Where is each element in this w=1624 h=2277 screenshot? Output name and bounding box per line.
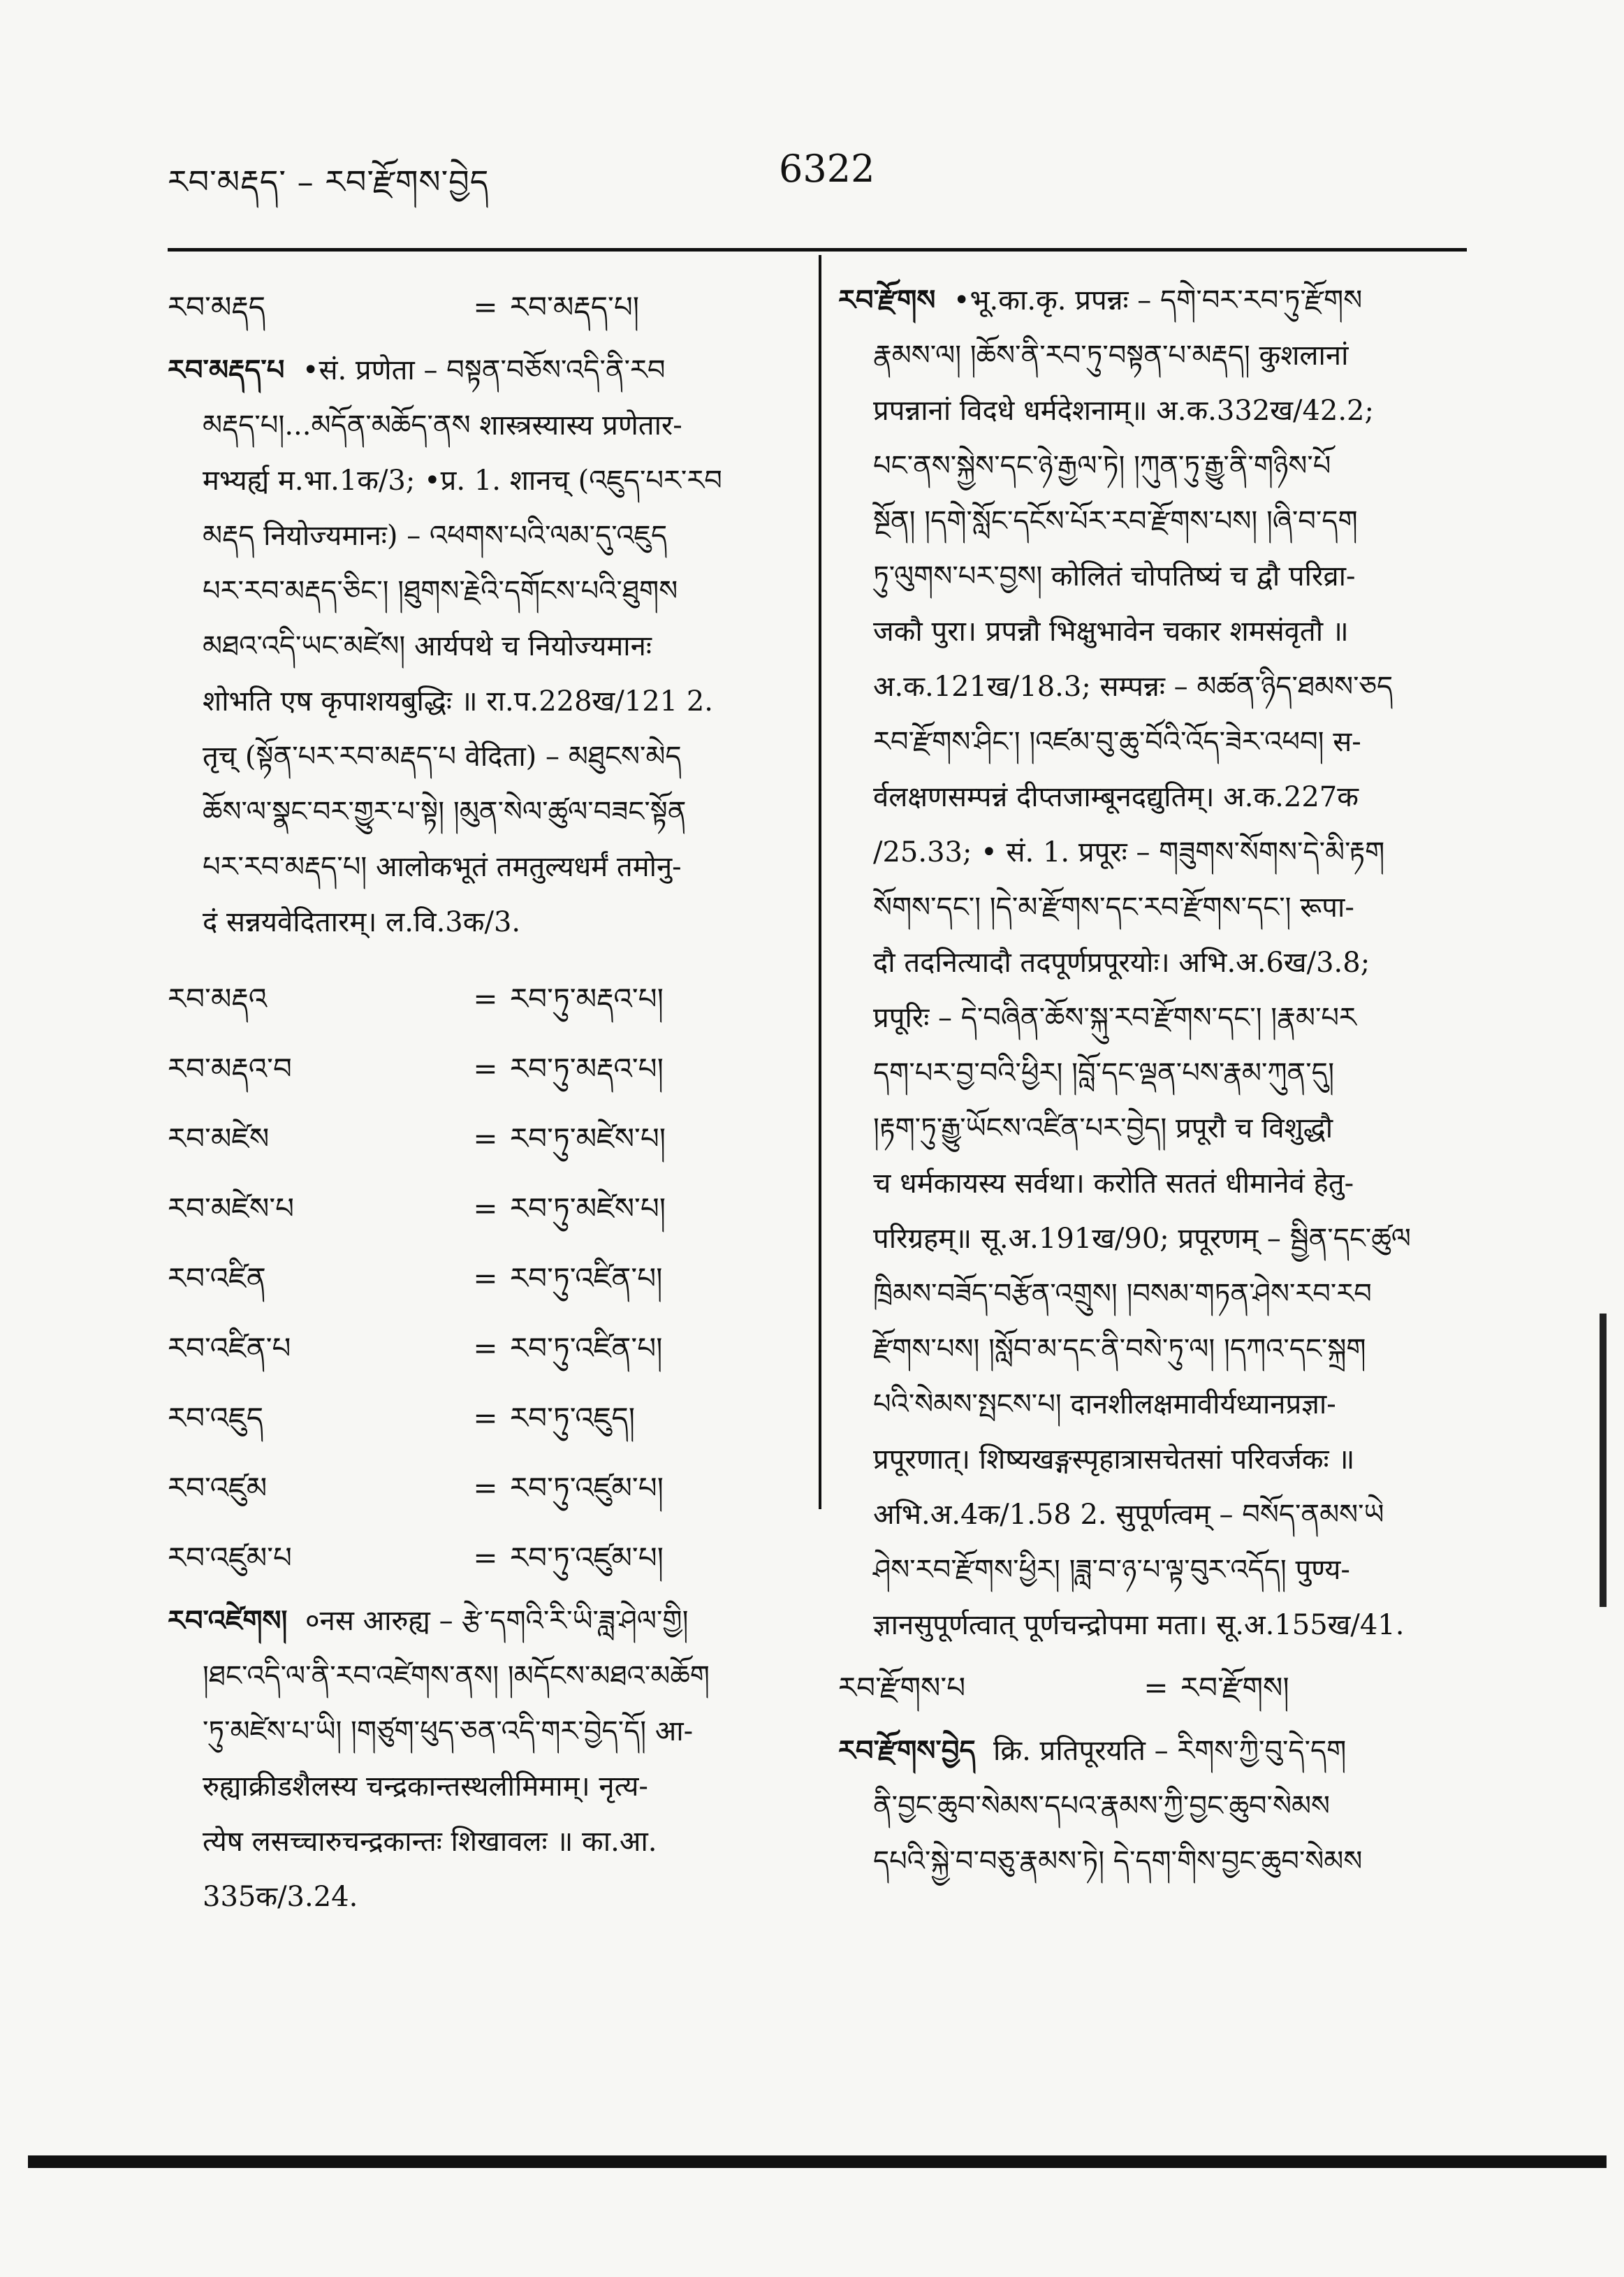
xref-target: རབ་ཏུ་མཛེས་པ། xyxy=(510,1191,666,1225)
xref-term: རབ་འཛིན་པ xyxy=(168,1331,291,1365)
entry-headword: རབ་མརྡད་པ xyxy=(168,354,285,386)
entry-line: མཐའ་འདི་ཡང་མཛེས། आर्यपथे च नियोज्यमानः xyxy=(203,630,652,662)
entry-line: ज्ञानसुपूर्णत्वात् पूर्णचन्द्रोपमा मता। सू.अ.155ख/41. xyxy=(873,1609,1405,1641)
entry-line: /25.33; • सं. 1. प्रपूरः – གཟུགས་སོགས་དེ་མི་རྟག xyxy=(873,836,1385,868)
xref-term: རབ་མརྡའ xyxy=(168,982,268,1016)
left-column xyxy=(168,272,796,1925)
entry-line: རབ་རྫོགས་ཤིང་། །འཛམ་བུ་ཆུ་བོའི་འོད་ཟེར་འཕབ། स- xyxy=(873,726,1361,758)
cross-reference-list xyxy=(168,964,796,1593)
xref-term: རབ་མརྡའ་བ xyxy=(168,1052,292,1086)
xref-term: རབ་མཛེས་པ xyxy=(168,1191,295,1225)
entry-line: क्रि. प्रतिपूरयति – རིགས་ཀྱི་བུ་དེ་དག xyxy=(993,1735,1347,1767)
entry-line: ་ཏུ་མཛེས་པ་ཡི། །གཙུག་ཕུད་ཅན་འདི་གར་བྱེད་དོ། आ- xyxy=(203,1715,694,1747)
page-number: 6322 xyxy=(779,147,875,191)
entry-line: प्रपूरणात्। शिष्यखङ्गस्पृहात्रासचेतसां परिवर्जकः ॥ xyxy=(873,1443,1355,1476)
entry-line: མརྡད་པ།...མདོན་མཆོད་ནས शास्त्रस्यास्य प्रणेतार- xyxy=(203,409,682,442)
entry-line: •सं. प्रणेता – བསྟན་བཅོས་འདི་ནི་རབ xyxy=(302,354,666,386)
entry-line: दौ तदनित्यादौ तदपूर्णप्रपूरयोः। अभि.अ.6ख/3.8; xyxy=(873,947,1370,979)
xref-sign: = xyxy=(473,290,498,324)
entry-line: जकौ पुरा। प्रपन्नौ भिक्षुभावेन चकार शमसंवृतौ ॥ xyxy=(873,616,1349,648)
entry-line: སྔོན། །དགེ་སློང་དངོས་པོར་རབ་རྫོགས་པས། །ཞི་བ་དག xyxy=(873,505,1358,537)
xref-target: རབ་ཏུ་འཛུམ་པ། xyxy=(510,1471,664,1505)
column-divider xyxy=(819,255,821,1509)
entry-line: ནི་བྱང་ཆུབ་སེམས་དཔའ་རྣམས་ཀྱི་བྱང་ཆུབ་སེམས xyxy=(873,1790,1331,1822)
xref-term: རབ་འཛིན xyxy=(168,1261,266,1295)
entry-line: པའི་སེམས་སྤངས་པ། दानशीलक्षमावीर्यध्यानप्रज्ञा- xyxy=(873,1388,1336,1420)
entry-headword: རབ་འཛེགས། xyxy=(168,1604,288,1637)
entry-line: ཏུ་ལུགས་པར་བྱས། कोलितं चोपतिष्यं च द्वौ परिव्रा- xyxy=(873,560,1356,592)
entry-headword: རབ་རྫོགས xyxy=(838,284,936,317)
footer-rule xyxy=(28,2155,1607,2168)
xref-target: རབ་ཏུ་འཇུད། xyxy=(510,1401,636,1435)
header-rule xyxy=(168,248,1467,252)
dictionary-entry xyxy=(838,1723,1453,1889)
xref-target: རབ་རྫོགས། xyxy=(1180,1671,1289,1705)
xref-target: རབ་མརྡད་པ། xyxy=(510,290,640,324)
xref-sign: = xyxy=(473,982,498,1016)
entry-line: र्वलक्षणसम्पन्नं दीप्तजाम्बूनदद्युतिम्। अ.क.227क xyxy=(873,781,1359,813)
xref-target: རབ་ཏུ་འཛུམ་པ། xyxy=(510,1541,664,1575)
entry-line: शोभति एष कृपाशयबुद्धिः ॥ रा.प.228ख/121 2. xyxy=(203,685,713,718)
xref-term: རབ་འཇུད xyxy=(168,1401,264,1435)
xref-sign: = xyxy=(473,1121,498,1156)
dictionary-entry xyxy=(168,342,796,950)
cross-reference xyxy=(168,1453,796,1523)
xref-term: རབ་འཛུམ་པ xyxy=(168,1541,292,1575)
entry-line: །རྟག་ཏུ་རྒྱུ་ཡོངས་འཛིན་པར་བྱེད། प्रपूरौ च विशुद्धौ xyxy=(873,1112,1333,1144)
dictionary-entry xyxy=(168,1593,796,1925)
xref-target: རབ་ཏུ་མརྡའ་པ། xyxy=(510,1052,664,1086)
xref-sign: = xyxy=(473,1401,498,1435)
entry-line: པང་ནས་སྐྱེས་དང་ཉེ་རྒྱལ་ཏེ། །ཀུན་ཏུ་རྒྱུ་ནི་གཉིས་པོ xyxy=(873,450,1331,482)
entry-line: त्येष लसच्चारुचन्द्रकान्तः शिखावलः ॥ का.आ. xyxy=(203,1826,657,1858)
cross-reference xyxy=(168,1104,796,1174)
entry-line: དག་པར་བྱ་བའི་ཕྱིར། །བློ་དང་ལྡན་པས་རྣམ་ཀུན་དུ། xyxy=(873,1057,1335,1089)
entry-line: प्रपूरिः – དེ་བཞིན་ཆོས་སྐུ་རབ་རྫོགས་དང་། །རྣམ་པར xyxy=(873,1002,1356,1034)
xref-term: རབ་མཛེས xyxy=(168,1121,270,1156)
xref-sign: = xyxy=(473,1331,498,1365)
entry-line: པར་རབ་མརྡད་པ། आलोकभूतं तमतुल्यधर्मं तमोनु- xyxy=(203,851,682,883)
xref-sign: = xyxy=(473,1261,498,1295)
xref-sign: = xyxy=(473,1052,498,1086)
cross-reference xyxy=(168,1383,796,1453)
entry-line: परिग्रहम्॥ सू.अ.191ख/90; प्रपूरणम् – སྦྱིན་དང་ཚུལ xyxy=(873,1223,1412,1255)
entry-headword: རབ་རྫོགས་བྱེད xyxy=(838,1734,976,1767)
entry-line: དཔའི་སྐྱེ་བ་བཅུ་རྣམས་ཏེ། དེ་དག་གིས་བྱང་ཆུབ་སེམས xyxy=(873,1845,1363,1877)
dictionary-entry xyxy=(838,272,1453,1653)
cross-reference xyxy=(838,1653,1453,1723)
xref-term: རབ་འཛུམ xyxy=(168,1471,268,1505)
xref-term: རབ་མརྡད xyxy=(168,290,266,324)
cross-reference xyxy=(168,272,796,342)
entry-line: अभि.अ.4क/1.58 2. सुपूर्णत्वम् – བསོད་ནམས་ཡེ xyxy=(873,1499,1384,1531)
entry-line: ཁྲིམས་བཟོད་བརྩོན་འགྲུས། །བསམ་གཏན་ཤེས་རབ་རབ xyxy=(873,1278,1372,1310)
xref-target: རབ་ཏུ་འཛིན་པ། xyxy=(510,1331,663,1365)
entry-line: मभ्यर्ह्य म.भा.1क/3; •प्र. 1. शानच् (འཇུད་པར་རབ xyxy=(203,465,722,497)
entry-line: སོགས་དང་། །དེ་མ་རྫོགས་དང་རབ་རྫོགས་དང་། रूपा- xyxy=(873,892,1354,924)
right-column xyxy=(838,272,1453,1889)
entry-line: •भू.का.कृ. प्रपन्नः – དགེ་བར་རབ་ཏུ་རྫོགས xyxy=(953,284,1363,317)
running-head: རབ་མརྡད་ – རབ་རྫོགས་བྱེད xyxy=(168,163,490,201)
entry-line: दं सन्नयवेदितारम्। ल.वि.3क/3. xyxy=(203,906,521,938)
page-edge-mark xyxy=(1600,1314,1607,1607)
entry-line: तृच् (སྟོན་པར་རབ་མརྡད་པ वेदिता) – མཐུངས་མེད xyxy=(203,741,682,773)
entry-line: रुह्याक्रीडशैलस्य चन्द्रकान्तस्थलीमिमाम्। नृत्य- xyxy=(203,1770,648,1803)
xref-sign: = xyxy=(473,1471,498,1505)
entry-line: རྣམས་ལ། །ཆོས་ནི་རབ་ཏུ་བསྟན་པ་མརྡད། कुशलानां xyxy=(873,340,1349,372)
xref-target: རབ་ཏུ་འཛིན་པ། xyxy=(510,1261,663,1295)
entry-line: ཆོས་ལ་སྣང་བར་གྱུར་པ་སྟེ། །མུན་སེལ་ཚུལ་བཟང་སྟོན xyxy=(203,796,687,828)
xref-sign: = xyxy=(473,1191,498,1225)
xref-term: རབ་རྫོགས་པ xyxy=(838,1671,966,1705)
cross-reference xyxy=(168,1314,796,1383)
entry-line: རྫོགས་པས། །སློབ་མ་དང་ནི་བསེ་ཏུ་ལ། །དཀའ་དང་སྐྲག xyxy=(873,1333,1366,1365)
xref-target: རབ་ཏུ་མརྡའ་པ། xyxy=(510,982,664,1016)
entry-line: མརྡད नियोज्यमानः) – འཕགས་པའི་ལམ་དུ་འཇུད xyxy=(203,520,668,552)
xref-sign: = xyxy=(1143,1671,1169,1705)
cross-reference xyxy=(168,1523,796,1593)
entry-line: པར་རབ་མརྡད་ཅིང་། །ཐུགས་རྗེའི་དགོངས་པའི་ཐུགས xyxy=(203,575,678,607)
entry-line: प्रपन्नानां विदधे धर्मदेशनाम्॥ अ.क.332ख/42.2; xyxy=(873,395,1374,427)
entry-line: 335क/3.24. xyxy=(203,1881,358,1913)
cross-reference xyxy=(168,964,796,1034)
entry-line: ०नस आरुह्य – རྩེ་དགའི་རི་ཡི་ཟླ་ཤེལ་གྱི། xyxy=(305,1605,689,1637)
xref-target: རབ་ཏུ་མཛེས་པ། xyxy=(510,1121,666,1156)
xref-sign: = xyxy=(473,1541,498,1575)
entry-line: ཤེས་རབ་རྫོགས་ཕྱིར། །ཟླ་བ་ཉ་པ་ལྟ་བུར་འདོད། पुण्य- xyxy=(873,1554,1350,1586)
cross-reference xyxy=(168,1244,796,1314)
entry-line: च धर्मकायस्य सर्वथा। करोति सततं धीमानेवं हेतु- xyxy=(873,1167,1354,1200)
entry-line: अ.क.121ख/18.3; सम्पन्नः – མཚན་ཉིད་ཐམས་ཅད xyxy=(873,671,1393,703)
cross-reference xyxy=(168,1034,796,1104)
cross-reference xyxy=(168,1174,796,1244)
entry-line: །ཐང་འདི་ལ་ནི་རབ་འཛེགས་ནས། །མདོངས་མཐའ་མཆོག xyxy=(203,1660,710,1692)
